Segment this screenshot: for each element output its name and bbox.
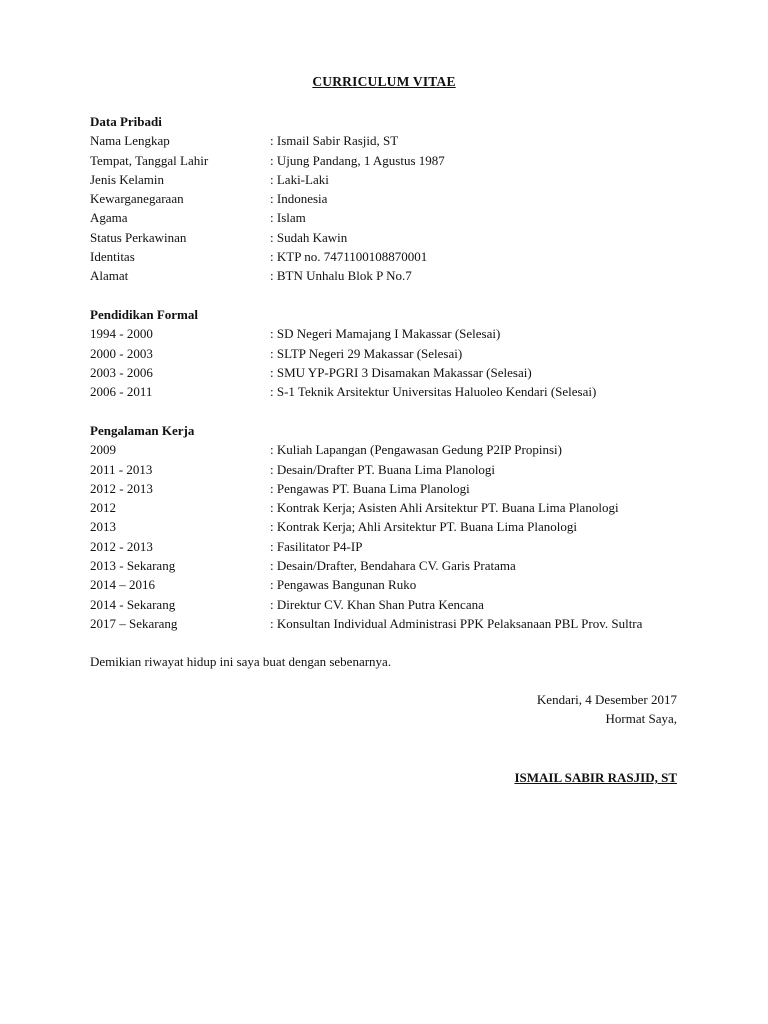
signoff-block [537,690,677,729]
row-label: 2009 [90,442,116,458]
personal-row-gender [90,170,690,189]
row-value: : Kontrak Kerja; Ahli Arsitektur PT. Buana Lima Planologi [270,519,578,535]
closing-statement: Demikian riwayat hidup ini saya buat dengan sebenarnya. [90,654,392,669]
education-row [90,363,690,382]
section-pengalaman-kerja [90,421,690,633]
row-label: 2017 – Sekarang [90,615,178,631]
row-label: Status Perkawinan [90,229,187,245]
row-value: : SD Negeri Mamajang I Makassar (Selesai) [270,326,501,342]
personal-row-religion [90,208,690,227]
row-label: 2012 [90,500,116,516]
education-row [90,382,690,401]
row-value: : Direktur CV. Khan Shan Putra Kencana [270,596,484,612]
row-value: : Pengawas Bangunan Ruko [270,577,417,593]
row-label: 2011 - 2013 [90,461,153,477]
row-value: : BTN Unhalu Blok P No.7 [270,268,412,284]
section-data-pribadi [90,112,690,286]
experience-row [90,479,690,498]
row-label: Jenis Kelamin [90,171,165,187]
row-value: : SMU YP-PGRI 3 Disamakan Makassar (Selesai) [270,364,532,380]
experience-row [90,575,690,594]
section-pendidikan-formal [90,305,690,401]
experience-row [90,595,690,614]
education-row [90,324,690,343]
personal-row-marital [90,228,690,247]
personal-row-identity [90,247,690,266]
row-value: : Sudah Kawin [270,229,348,245]
row-value: : Kuliah Lapangan (Pengawasan Gedung P2IP Propinsi) [270,442,562,458]
row-label: 2003 - 2006 [90,364,153,380]
row-label: Alamat [90,268,129,284]
row-label: 2013 [90,519,116,535]
row-value: : Laki-Laki [270,171,329,187]
row-value: : Pengawas PT. Buana Lima Planologi [270,480,470,496]
row-label: 2012 - 2013 [90,480,153,496]
row-label: 2012 - 2013 [90,538,153,554]
section-heading: Pengalaman Kerja [90,423,195,438]
row-label: Identitas [90,249,135,265]
row-value: : Fasilitator P4-IP [270,538,363,554]
salutation: Hormat Saya, [605,711,677,727]
row-value: : Ujung Pandang, 1 Agustus 1987 [270,152,445,168]
experience-row [90,614,690,633]
education-row [90,344,690,363]
personal-row-birth [90,151,690,170]
row-value: : S-1 Teknik Arsitektur Universitas Haluoleo Kendari (Selesai) [270,384,597,400]
row-label: Kewarganegaraan [90,191,184,207]
row-label: 1994 - 2000 [90,326,153,342]
row-value: : Ismail Sabir Rasjid, ST [270,133,399,149]
row-value: : Desain/Drafter, Bendahara CV. Garis Pratama [270,558,516,574]
row-label: 2014 - Sekarang [90,596,176,612]
section-heading: Data Pribadi [90,114,162,129]
personal-row-address [90,266,690,285]
personal-row-nationality [90,189,690,208]
place-date: Kendari, 4 Desember 2017 [536,692,677,707]
row-value: : Desain/Drafter PT. Buana Lima Planologi [270,461,496,477]
row-label: Tempat, Tanggal Lahir [90,152,209,168]
experience-row [90,537,690,556]
row-value: : Islam [270,210,306,226]
document-title: CURRICULUM VITAE [312,74,456,89]
row-value: : Indonesia [270,191,328,207]
section-heading: Pendidikan Formal [90,307,198,322]
row-value: : Konsultan Individual Administrasi PPK Pelaksanaan PBL Prov. Sultra [270,615,643,631]
experience-row [90,440,690,459]
experience-row [90,498,690,517]
row-label: 2006 - 2011 [90,384,153,400]
row-label: 2000 - 2003 [90,345,153,361]
signature-name: ISMAIL SABIR RASJID, ST [514,770,677,785]
row-value: : Kontrak Kerja; Asisten Ahli Arsitektur PT. Buana Lima Planologi [270,500,619,516]
experience-row [90,517,690,536]
personal-row-name [90,131,690,150]
experience-row [90,460,690,479]
row-label: Agama [90,210,128,226]
experience-row [90,556,690,575]
row-label: 2013 - Sekarang [90,558,176,574]
row-value: : KTP no. 7471100108870001 [270,249,428,265]
row-label: Nama Lengkap [90,133,170,149]
row-value: : SLTP Negeri 29 Makassar (Selesai) [270,345,463,361]
row-label: 2014 – 2016 [90,577,155,593]
